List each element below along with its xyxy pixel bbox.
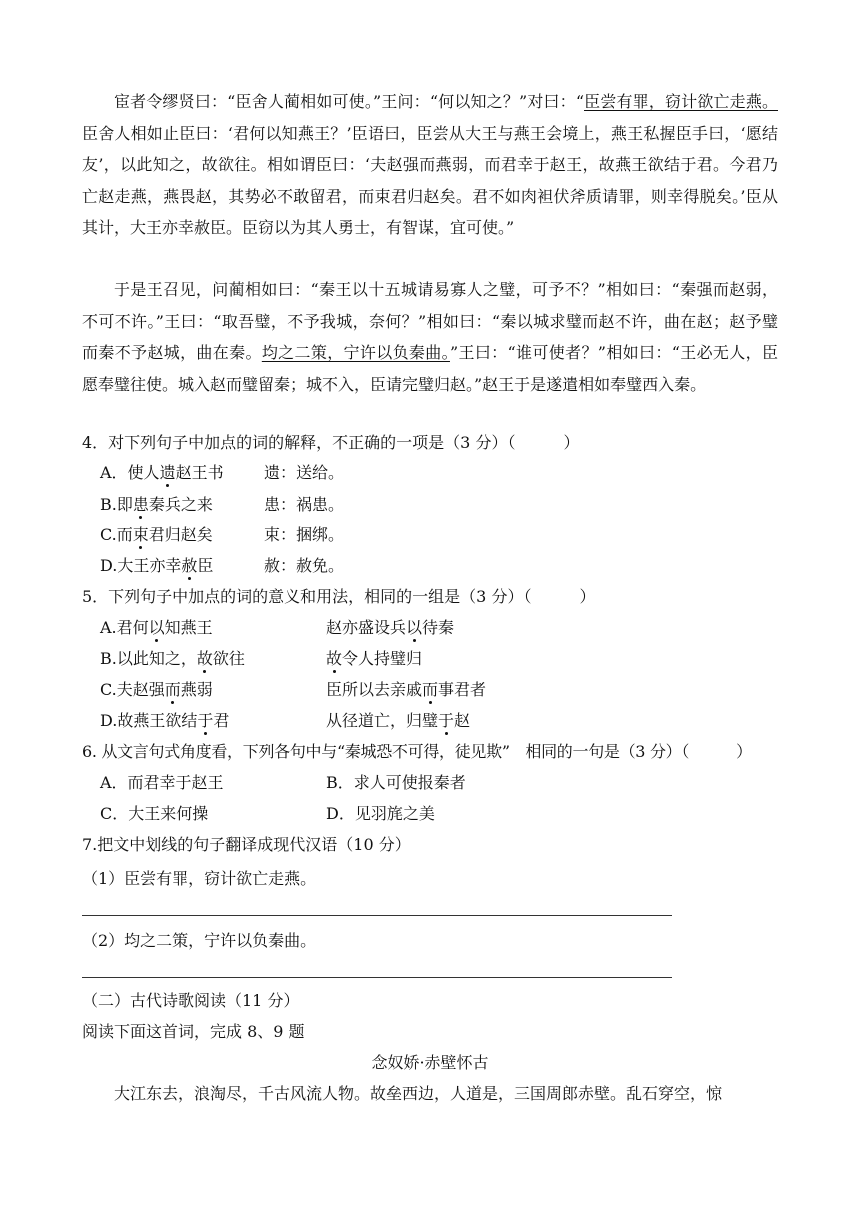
answer-line-2 [82,977,672,978]
passage-paragraph-1 [82,86,778,244]
dotted-word: 故 [326,649,343,668]
q5-option-b-pair [326,648,422,670]
option-text: 欲往 [212,649,245,668]
option-text: C.夫赵强 [100,680,165,699]
q4-option-c [100,524,213,546]
dotted-word: 患 [132,495,149,514]
poem-line-1: 大江东去，浪淘尽，千古风流人物。故垒西边，人道是，三国周郎赤壁。乱石穿空，惊 [114,1084,723,1103]
q4-gloss-c: 束：捆绑。 [264,525,345,544]
dotted-word: 赦 [181,556,198,575]
q6-option-a: A．而君幸于赵王 [100,773,224,792]
option-text: 君 [213,711,230,730]
q5-option-a-pair [326,617,454,639]
option-text: 从径道亡，归璧 [326,711,439,730]
q6-option-d: D．见羽旄之美 [326,804,435,823]
q4-gloss-b: 患：祸患。 [264,495,345,514]
q5-option-a [100,617,213,639]
option-text: C.而 [100,525,133,544]
poem-title: 念奴娇·赤壁怀古 [371,1053,489,1072]
question-4-stem: 4．对下列句子中加点的词的解释，不正确的一项是（3 分）（ ） [82,433,580,452]
option-text: 赵亦盛设兵 [326,618,407,637]
q4-gloss-d: 赦：赦免。 [264,556,345,575]
option-text: 事君者 [438,680,487,699]
dotted-word: 遗 [159,463,176,482]
q7-sentence-1: （1）臣尝有罪，窃计欲亡走燕。 [82,869,317,888]
section-2-instruction: 阅读下面这首词，完成 8、9 题 [82,1022,305,1041]
option-text: 赵 [454,711,471,730]
question-5-stem: 5．下列句子中加点的词的意义和用法，相同的一组是（3 分）（ ） [82,587,596,606]
option-text: A.君何 [100,618,149,637]
passage-text: ”王曰：“谁可使者？”相如曰：“王必无人，臣愿奉璧往使。城入赵而璧留秦；城不入，臣请完璧归赵。”赵王于是遂遣相如奉璧西入秦。 [82,343,778,394]
q5-option-c [100,679,213,701]
q5-option-c-pair [326,679,486,701]
answer-line-1 [82,915,672,916]
passage-text: 臣舍人相如止臣曰：‘君何以知燕王？’臣语曰，臣尝从大王与燕王会境上，燕王私握臣手曰，‘愿结友’，以此知之，故欲往。相如谓臣曰：‘夫赵强而燕弱，而君幸于赵王，故燕王欲结于君。今君乃亡赵走燕，燕畏赵，其势必不敢留君，而束君归赵矣。君不如肉袒伏斧质请罪，则幸得脱矣。’臣从其计，大王亦幸赦臣。臣窃以为其人勇士，有智谋，宜可使。” [82,123,778,237]
option-text: 赵王书 [175,463,224,482]
q6-option-c: C．大王来何操 [100,804,209,823]
option-text: 臣 [197,556,214,575]
option-text: 待秦 [422,618,455,637]
passage-paragraph-2 [82,274,778,400]
section-2-heading: （二）古代诗歌阅读（11 分） [82,991,300,1010]
q5-option-d [100,710,229,732]
dotted-word: 而 [164,680,181,699]
option-text: D.大王亦幸 [100,556,182,575]
option-text: 秦兵之来 [148,495,213,514]
option-text: A．使人 [100,463,160,482]
dotted-word: 以 [148,618,165,637]
q6-option-b: B．求人可使报秦者 [326,773,466,792]
q5-option-b [100,648,245,670]
dotted-word: 而 [422,680,439,699]
question-7-stem: 7.把文中划线的句子翻译成现代汉语（10 分） [82,835,411,854]
q4-option-b [100,494,213,516]
option-text: B.即 [100,495,133,514]
q4-option-d [100,555,213,577]
passage-text: 宦者令缪贤曰：“臣舍人蔺相如可使。”王问：“何以知之？”对曰：“ [114,92,585,111]
question-6-stem: 6. 从文言句式角度看，下列各句中与“秦城恐不可得，徒见欺” 相同的一句是（3 分）（ ） [82,742,752,761]
dotted-word: 于 [438,711,455,730]
q5-option-d-pair [326,710,470,732]
option-text: 臣所以去亲戚 [326,680,423,699]
underlined-sentence-1: 臣尝有罪，窃计欲亡走燕。 [584,92,778,111]
option-text: B.以此知之， [100,649,197,668]
dotted-word: 故 [196,649,213,668]
q4-gloss-a: 遗：送给。 [264,463,345,482]
dotted-word: 以 [406,618,423,637]
passage-text: 于是王召见，问蔺相如曰：“秦王以十五城请易寡人之璧，可予不？”相如曰：“秦强而赵弱，不可不许。”王曰：“取吾璧，不予我城，奈何？”相如曰：“秦以城求璧而赵不许，曲在赵；赵予璧而秦不予赵城，曲在秦。 [82,280,778,362]
option-text: 燕弱 [180,680,213,699]
option-text: 令人持璧归 [342,649,423,668]
underlined-sentence-2: 均之二策，宁许以负秦曲。 [261,343,450,362]
q4-option-a [100,462,224,484]
option-text: 君归赵矣 [148,525,213,544]
q7-sentence-2: （2）均之二策，宁许以负秦曲。 [82,931,317,950]
dotted-word: 束 [132,525,149,544]
option-text: 知燕王 [164,618,213,637]
dotted-word: 于 [197,711,214,730]
option-text: D.故燕王欲结 [100,711,198,730]
